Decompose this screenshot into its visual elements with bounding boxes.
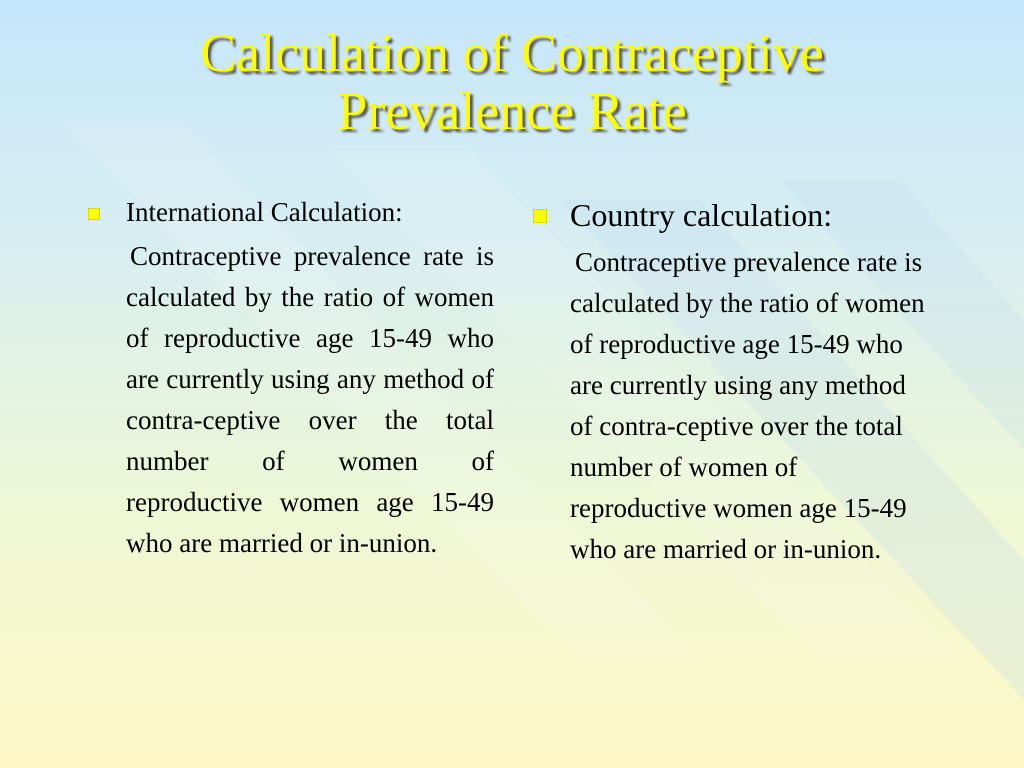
country-definition-text: Contraceptive prevalence rate is calculated by the ratio of women of reproductive age 15-49 who are currently using any method of contra-ceptive over the total number of women of reproductive women age 15-49 who are married or in-union. [570, 247, 925, 564]
international-heading: International Calculation: [126, 197, 403, 227]
title-line-1: Calculation of Contraceptive [200, 23, 824, 83]
square-bullet-icon [533, 209, 547, 223]
international-heading-row [88, 192, 494, 232]
international-definition-text: Contraceptive prevalence rate is calculated by the ratio of women of reproductive age 15-49 who are currently using any method of contra-ceptive over the total number of women of reproductive women age 15-49 who are married or in-union. [126, 241, 494, 558]
title-line-2: Prevalence Rate [337, 81, 687, 141]
international-calculation-column [88, 192, 494, 564]
slide-title [0, 24, 1024, 140]
country-calculation-column [533, 192, 933, 570]
square-bullet-icon [88, 208, 100, 220]
country-heading: Country calculation: [570, 197, 833, 233]
country-heading-row [533, 192, 933, 238]
